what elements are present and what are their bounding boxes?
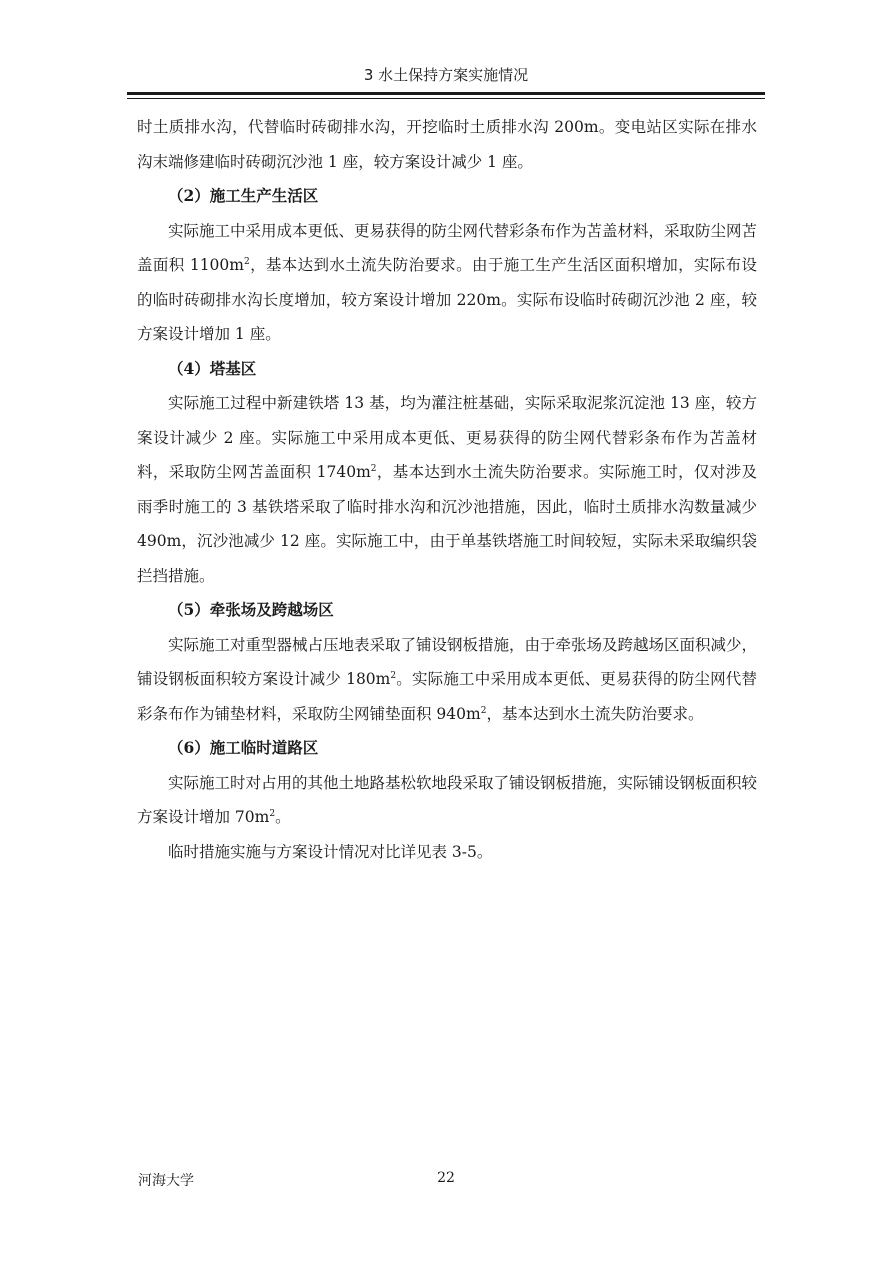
paragraph-continued: 时土质排水沟，代替临时砖砌排水沟，开挖临时土质排水沟 200m。变电站区实际在排水沟末端修建临时砖砌沉沙池 1 座，较方案设计减少 1 座。: [137, 118, 757, 171]
paragraph-table-reference: 临时措施实施与方案设计情况对比详见表 3-5。: [168, 842, 493, 861]
section-heading-5: （5）牵张场及跨越场区: [168, 600, 334, 619]
header-rule-thin: [127, 98, 765, 99]
paragraph-section-6: 实际施工时对占用的其他土地路基松软地段采取了铺设钢板措施，实际铺设钢板面积较方案设计增加 $70m^2$。: [137, 773, 758, 826]
paragraph-section-5: 实际施工对重型器械占压地表采取了铺设钢板措施，由于牵张场及跨越场区面积减少，铺设钢板面积较方案设计减少 $180m^2$。实际施工中采用成本更低、更易获得的防尘网代替彩条布作为铺垫材料，采取防尘网铺垫面积 $940m^2$，基本达到水土流失防治要求。: [137, 635, 758, 723]
page-header: 3 水土保持方案实施情况: [363, 66, 529, 84]
section-heading-4: （4）塔基区: [168, 358, 257, 378]
page-number: 22: [437, 1170, 455, 1186]
header-rule-thick: [127, 92, 765, 95]
body-content: [137, 110, 757, 869]
section-heading-2: （2）施工生产生活区: [168, 186, 319, 205]
paragraph-section-2: 实际施工中采用成本更低、更易获得的防尘网代替彩条布作为苫盖材料，采取防尘网苫盖面积 $1100m^2$，基本达到水土流失防治要求。由于施工生产生活区面积增加，实际布设的临时砖砌排水沟长度增加，较方案设计增加 220m。实际布设临时砖砌沉沙池 2 座，较方案设计增加 1 座。: [137, 221, 758, 343]
section-heading-6: （6）施工临时道路区: [168, 738, 319, 757]
paragraph-section-4: 实际施工过程中新建铁塔 13 基，均为灌注桩基础，实际采取泥浆沉淀池 13 座，较方案设计减少 2 座。实际施工中采用成本更低、更易获得的防尘网代替彩条布作为苫盖材料，采取防尘网苫盖面积 $1740m^2$，基本达到水土流失防治要求。实际施工时，仅对涉及雨季时施工的 3 基铁塔采取了临时排水沟和沉沙池措施，因此，临时土质排水沟数量减少 490m，沉沙池减少 12 座。实际施工中，由于单基铁塔施工时间较短，实际未采取编织袋拦挡措施。: [137, 394, 757, 585]
footer-organization: 河海大学: [138, 1173, 194, 1189]
